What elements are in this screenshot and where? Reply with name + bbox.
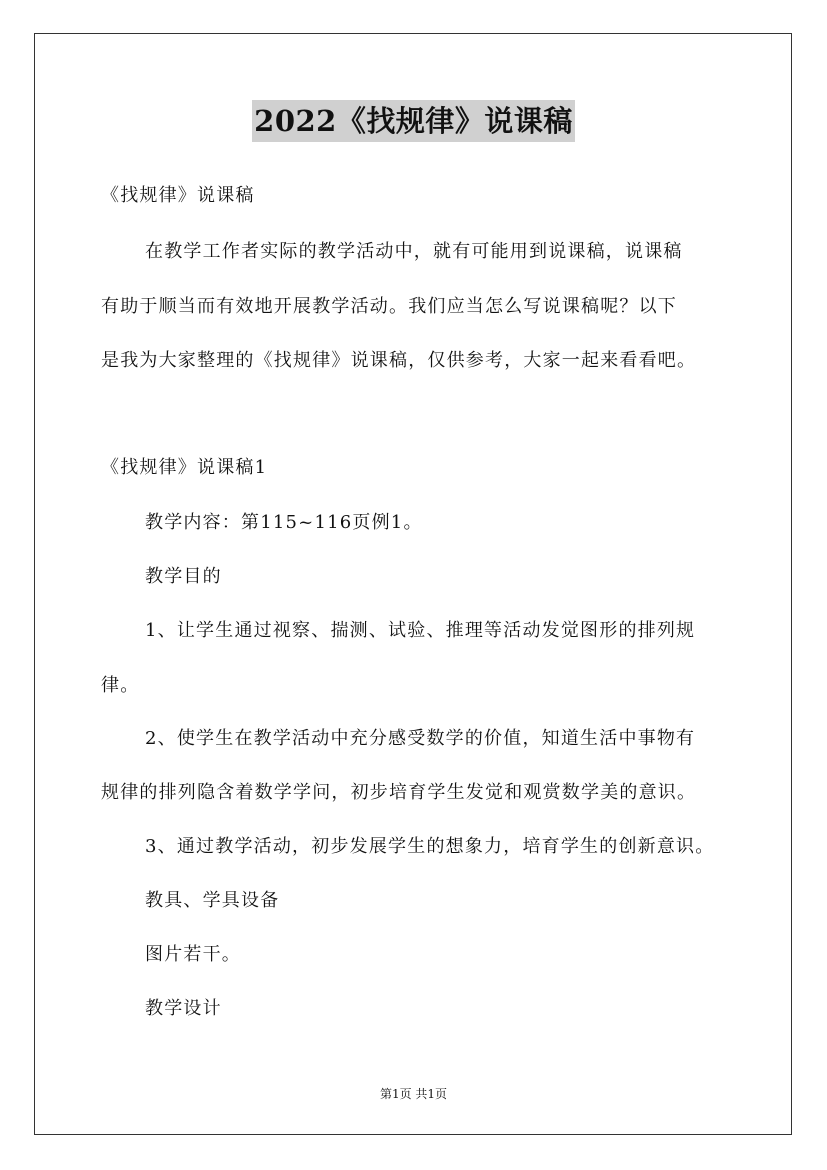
- tools-text: 图片若干。: [145, 944, 241, 965]
- goal-1-line-2: 律。: [101, 675, 140, 696]
- goal-2-line-1: 2、使学生在教学活动中充分感受数学的价值，知道生活中事物有: [145, 728, 696, 749]
- document-title: 2022《找规律》说课稿: [252, 100, 575, 142]
- intro-line-3: 是我为大家整理的《找规律》说课稿，仅供参考，大家一起来看看吧。: [101, 350, 697, 371]
- goal-1-line-1: 1、让学生通过视察、揣测、试验、推理等活动发觉图形的排列规: [145, 620, 696, 641]
- section-heading: 《找规律》说课稿1: [101, 457, 268, 478]
- goal-3: 3、通过教学活动，初步发展学生的想象力，培育学生的创新意识。: [145, 836, 715, 857]
- intro-line-1: 在教学工作者实际的教学活动中，就有可能用到说课稿，说课稿: [145, 241, 683, 262]
- subtitle: 《找规律》说课稿: [101, 185, 255, 206]
- goal-heading: 教学目的: [145, 566, 222, 587]
- teaching-content: 教学内容：第115~116页例1。: [145, 512, 423, 533]
- page-footer: 第1页 共1页: [379, 1087, 448, 1101]
- tools-heading: 教具、学具设备: [145, 890, 280, 911]
- goal-2-line-2: 规律的排列隐含着数学学问，初步培育学生发觉和观赏数学美的意识。: [101, 782, 697, 803]
- intro-line-2: 有助于顺当而有效地开展教学活动。我们应当怎么写说课稿呢？以下: [101, 296, 677, 317]
- title-wrap: [0, 100, 827, 142]
- design-heading: 教学设计: [145, 998, 222, 1019]
